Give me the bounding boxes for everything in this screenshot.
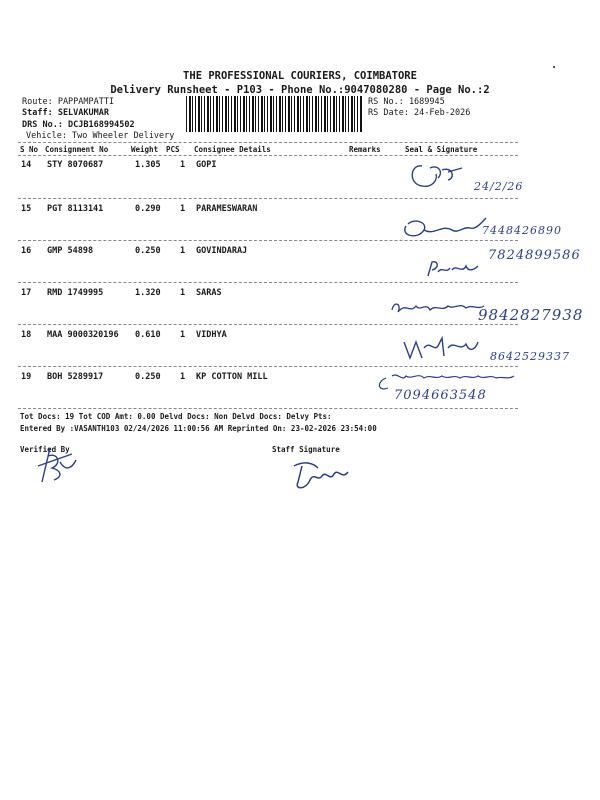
row-sno: 15 <box>21 204 32 214</box>
table-rule-bottom <box>18 408 518 409</box>
totals-line: Tot Docs: 19 Tot COD Amt: 0.00 Delvd Docs: Non Delvd Docs: Delvy Pts: <box>20 412 332 421</box>
staff-signature <box>288 458 358 496</box>
drs-number: DRS No.: DCJB168994502 <box>22 120 135 130</box>
signature-mark <box>388 296 488 322</box>
signature-mark <box>400 334 480 366</box>
row-weight: 0.250 <box>135 246 161 256</box>
verified-by-label: Verified By <box>20 445 70 454</box>
rs-number: RS No.: 1689945 <box>368 97 445 107</box>
col-seal-signature: Seal & Signature <box>405 145 478 154</box>
row-consignment: PGT 8113141 <box>47 204 104 214</box>
row-consignment: STY 8070687 <box>47 160 104 170</box>
entered-by-line: Entered By :VASANTH103 02/24/2026 11:00:56 AM Reprinted On: 23-02-2026 23:54:00 <box>20 424 377 433</box>
row-pcs: 1 <box>180 372 186 382</box>
company-name: THE PROFESSIONAL COURIERS, COIMBATORE <box>183 70 417 82</box>
handwritten-phone: 9842827938 <box>478 306 584 324</box>
scan-speck <box>553 66 555 68</box>
row-consignee: VIDHYA <box>196 330 227 340</box>
row-consignment: BOH 5289917 <box>47 372 104 382</box>
row-consignment: RMD 1749995 <box>47 288 104 298</box>
row-consignment: GMP 54898 <box>47 246 94 256</box>
row-sno: 16 <box>21 246 32 256</box>
row-sno: 19 <box>21 372 32 382</box>
row-consignee: GOPI <box>196 160 217 170</box>
row-consignee: SARAS <box>196 288 222 298</box>
handwritten-phone: 7448426890 <box>482 224 562 237</box>
rs-date: RS Date: 24-Feb-2026 <box>368 108 471 118</box>
row-sno: 18 <box>21 330 32 340</box>
signature-mark <box>424 258 484 286</box>
row-sno: 14 <box>21 160 32 170</box>
col-weight: Weight <box>131 145 159 154</box>
row-weight: 0.290 <box>135 204 161 214</box>
col-consignee: Consignee Details <box>194 145 271 154</box>
row-pcs: 1 <box>180 246 186 256</box>
row-rule <box>18 198 518 199</box>
handwritten-date: 24/2/26 <box>474 180 524 193</box>
barcode <box>186 96 362 132</box>
row-weight: 0.250 <box>135 372 161 382</box>
col-sno: S No <box>20 145 39 154</box>
col-remarks: Remarks <box>349 145 381 154</box>
vehicle-label: Vehicle: Two Wheeler Delivery <box>26 131 175 141</box>
row-consignee: PARAMESWARAN <box>196 204 258 214</box>
row-sno: 17 <box>21 288 32 298</box>
row-consignee: GOVINDARAJ <box>196 246 248 256</box>
handwritten-phone: 7094663548 <box>394 388 487 403</box>
route-label: Route: PAPPAMPATTI <box>22 97 115 107</box>
row-consignee: KP COTTON MILL <box>196 372 268 382</box>
row-rule <box>18 324 518 325</box>
col-consignment: Consignment No <box>45 145 109 154</box>
verifier-signature <box>30 446 80 490</box>
row-weight: 1.305 <box>135 160 161 170</box>
row-consignment: MAA 9000320196 <box>47 330 119 340</box>
runsheet-title: Delivery Runsheet - P103 - Phone No.:9047080280 - Page No.:2 <box>110 84 490 96</box>
row-weight: 0.610 <box>135 330 161 340</box>
staff-label: Staff: SELVAKUMAR <box>22 108 109 118</box>
header-rule-bottom <box>18 155 518 156</box>
row-rule <box>18 366 518 367</box>
signature-mark <box>398 212 488 246</box>
row-pcs: 1 <box>180 330 186 340</box>
header-rule-top <box>18 142 518 143</box>
col-pcs: PCS <box>166 145 180 154</box>
row-pcs: 1 <box>180 288 186 298</box>
signature-mark <box>408 158 468 196</box>
row-pcs: 1 <box>180 160 186 170</box>
handwritten-phone: 7824899586 <box>488 248 581 263</box>
row-weight: 1.320 <box>135 288 161 298</box>
row-pcs: 1 <box>180 204 186 214</box>
handwritten-phone: 8642529337 <box>490 350 570 363</box>
staff-signature-label: Staff Signature <box>272 445 340 454</box>
